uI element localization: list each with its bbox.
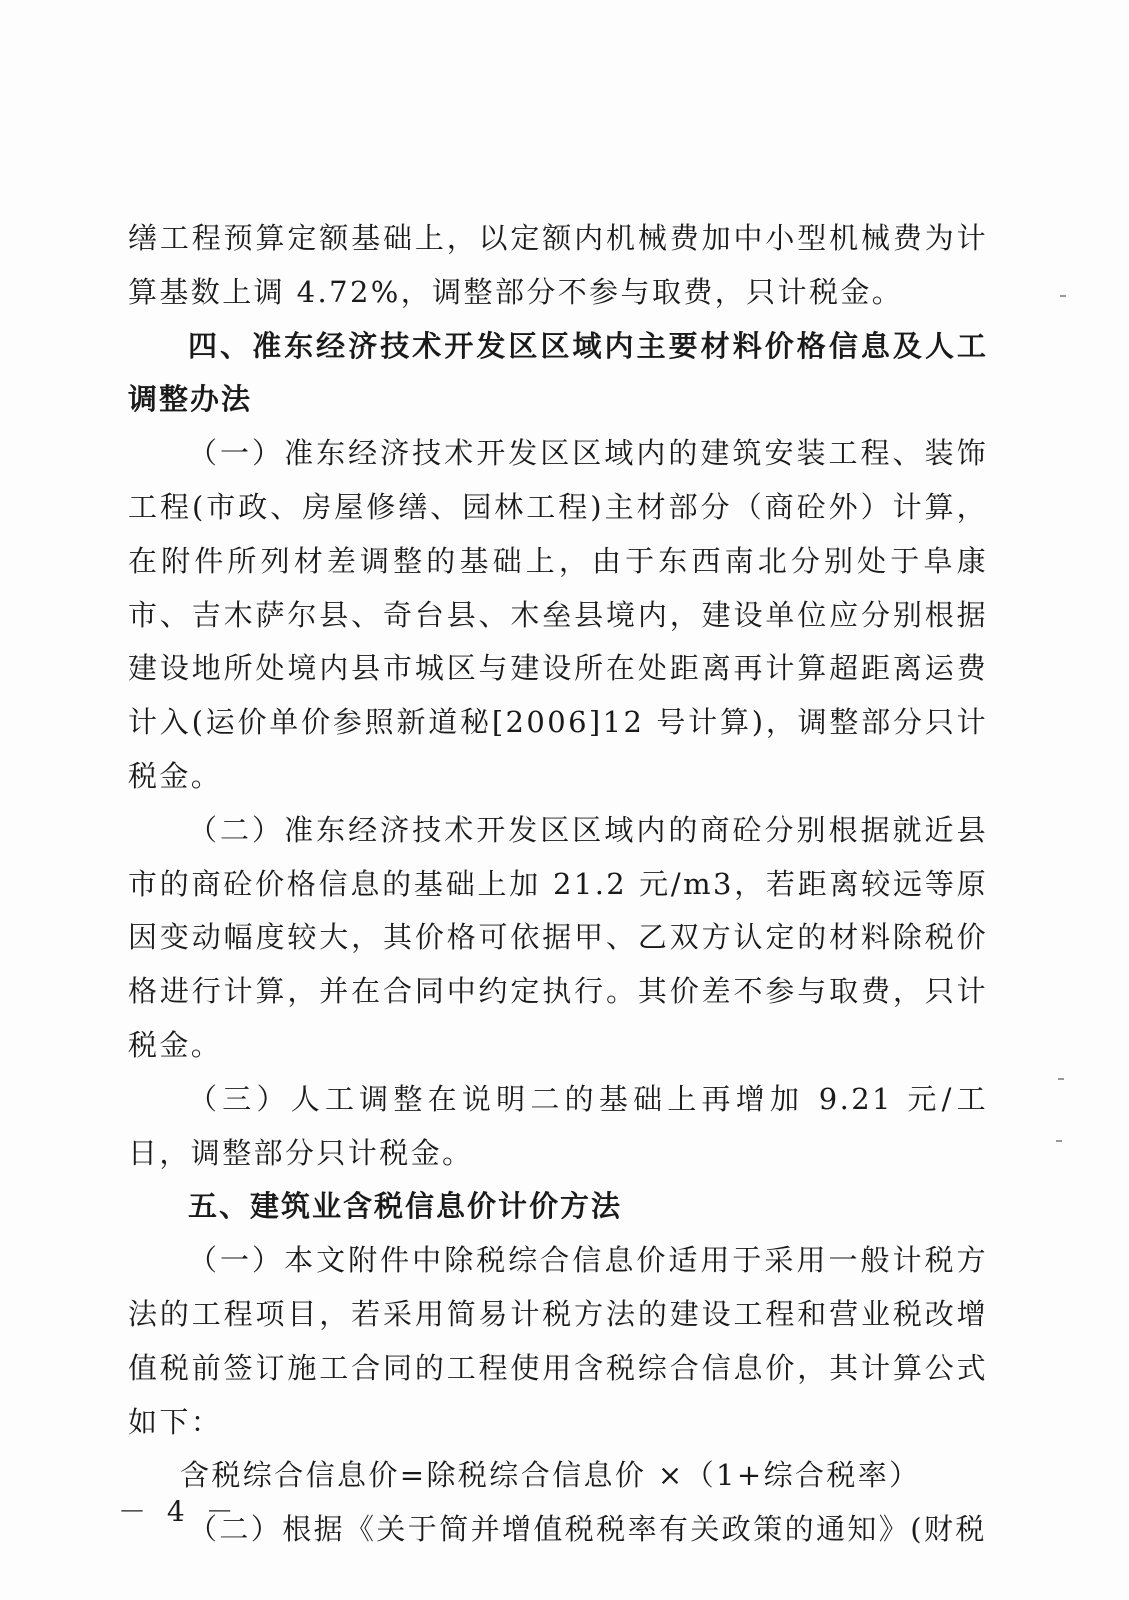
paragraph-item-4-2: （二）准东经济技术开发区区域内的商砼分别根据就近县市的商砼价格信息的基础上加 21.2 元/m3，若距离较远等原因变动幅度较大，其价格可依据甲、乙双方认定的材料除税价格进行计算，并在合同中约定执行。其价差不参与取费，只计税金。	[128, 812, 988, 1062]
paragraph-continuation: 缮工程预算定额基础上，以定额内机械费加中小型机械费为计算基数上调 4.72%，调整部分不参与取费，只计税金。	[128, 221, 988, 309]
paragraph-item-5-2: （二）根据《关于简并增值税税率有关政策的通知》(财税	[188, 1512, 987, 1547]
document-body	[128, 212, 988, 1557]
section-heading-five: 五、建筑业含税信息价计价方法	[188, 1189, 623, 1224]
paragraph-item-5-1: （一）本文附件中除税综合信息价适用于采用一般计税方法的工程项目，若采用简易计税方法的建设工程和营业税改增值税前签订施工合同的工程使用含税综合信息价，其计算公式如下：	[128, 1243, 988, 1439]
page-number: － 4 －	[118, 1495, 240, 1528]
paragraph-item-4-3: （三）人工调整在说明二的基础上再增加 9.21 元/工日，调整部分只计税金。	[128, 1081, 988, 1170]
paragraph-item-4-1: （一）准东经济技术开发区区域内的建筑安装工程、装饰工程(市政、房屋修缮、园林工程)主材部分（商砼外）计算，在附件所列材差调整的基础上，由于东西南北分别处于阜康市、吉木萨尔县、奇台县、木垒县境内，建设单位应分别根据建设地所处境内县市城区与建设所在处距离再计算超距离运费计入(运价单价参照新道秘[2006]12 号计算)，调整部分只计税金。	[128, 436, 988, 793]
scan-margin-mark	[1056, 1140, 1062, 1142]
scan-margin-mark	[1058, 1078, 1064, 1080]
scan-margin-mark	[1060, 295, 1066, 297]
section-heading-four: 四、准东经济技术开发区区域内主要材料价格信息及人工调整办法	[128, 328, 988, 417]
tax-formula: 含税综合信息价=除税综合信息价 ×（1+综合税率）	[180, 1458, 921, 1493]
